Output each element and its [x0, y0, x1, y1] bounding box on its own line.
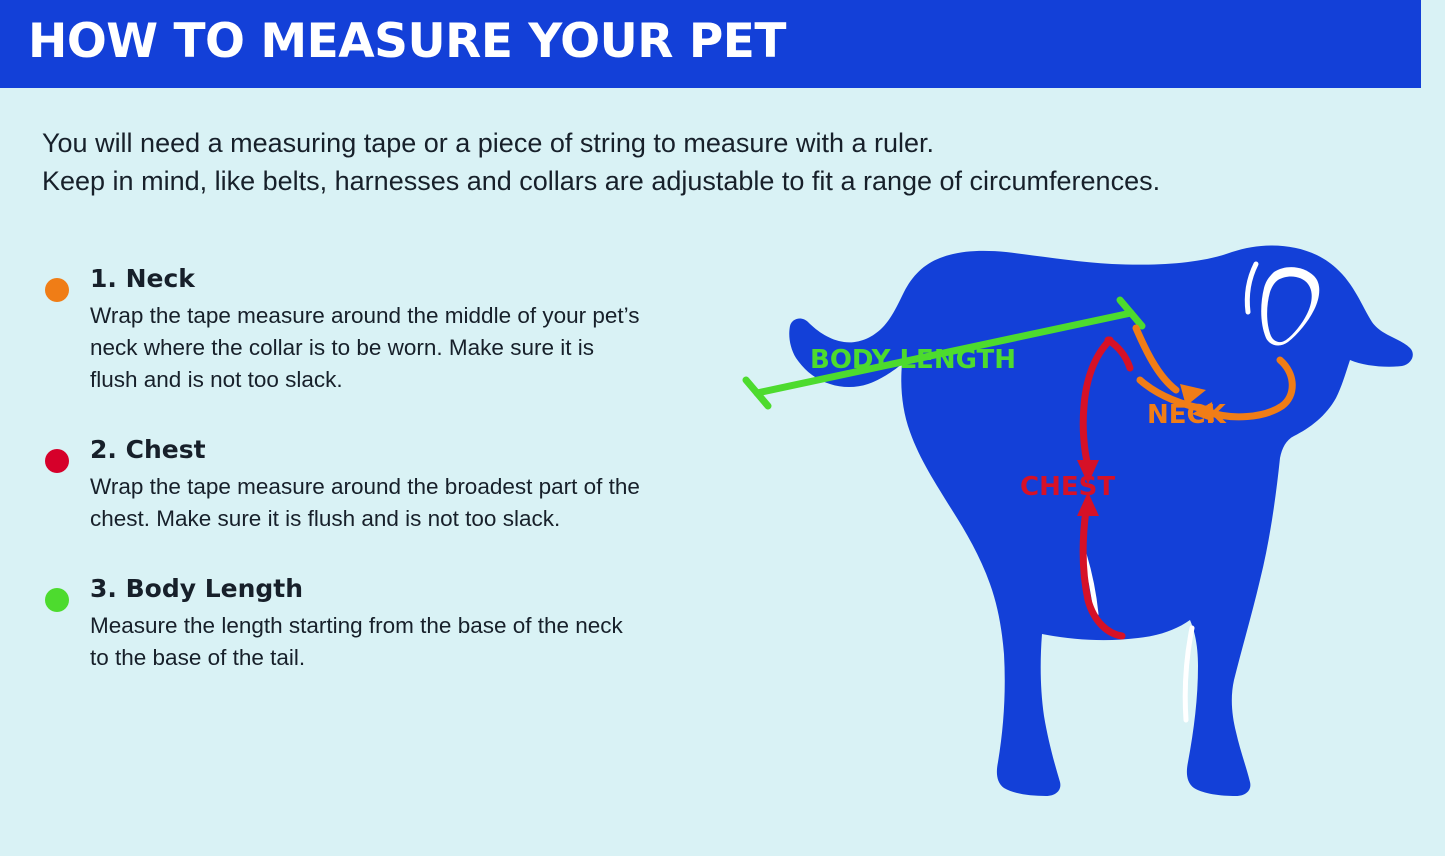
bullet-dot-body-length [45, 588, 69, 612]
step-neck-title: 1. Neck [90, 264, 195, 293]
dog-diagram [620, 210, 1430, 850]
label-body-length: BODY LENGTH [810, 345, 1016, 375]
intro-text [42, 124, 1302, 200]
step-neck [42, 262, 642, 396]
step-body-length-title: 3. Body Length [90, 574, 304, 603]
bullet-dot-chest [45, 449, 69, 473]
steps-list [42, 262, 642, 711]
step-chest-body: Wrap the tape measure around the broadest part of the chest. Make sure it is flush and is not too slack. [90, 474, 640, 531]
bullet-dot-neck [45, 278, 69, 302]
step-chest [42, 433, 642, 535]
label-neck: NECK [1147, 400, 1226, 430]
step-body-length-body: Measure the length starting from the base of the neck to the base of the tail. [90, 613, 623, 670]
dog-silhouette [789, 245, 1413, 796]
label-chest: CHEST [1020, 472, 1116, 502]
intro-line-2: Keep in mind, like belts, harnesses and collars are adjustable to fit a range of circumferences. [42, 166, 1161, 196]
page-title: HOW TO MEASURE YOUR PET [28, 14, 786, 69]
step-neck-body: Wrap the tape measure around the middle of your pet’s neck where the collar is to be worn. Make sure it is flush and is not too slack. [90, 303, 640, 392]
header-bar [0, 0, 1421, 88]
intro-line-1: You will need a measuring tape or a piece of string to measure with a ruler. [42, 128, 935, 158]
step-body-length [42, 572, 642, 674]
step-chest-title: 2. Chest [90, 435, 206, 464]
